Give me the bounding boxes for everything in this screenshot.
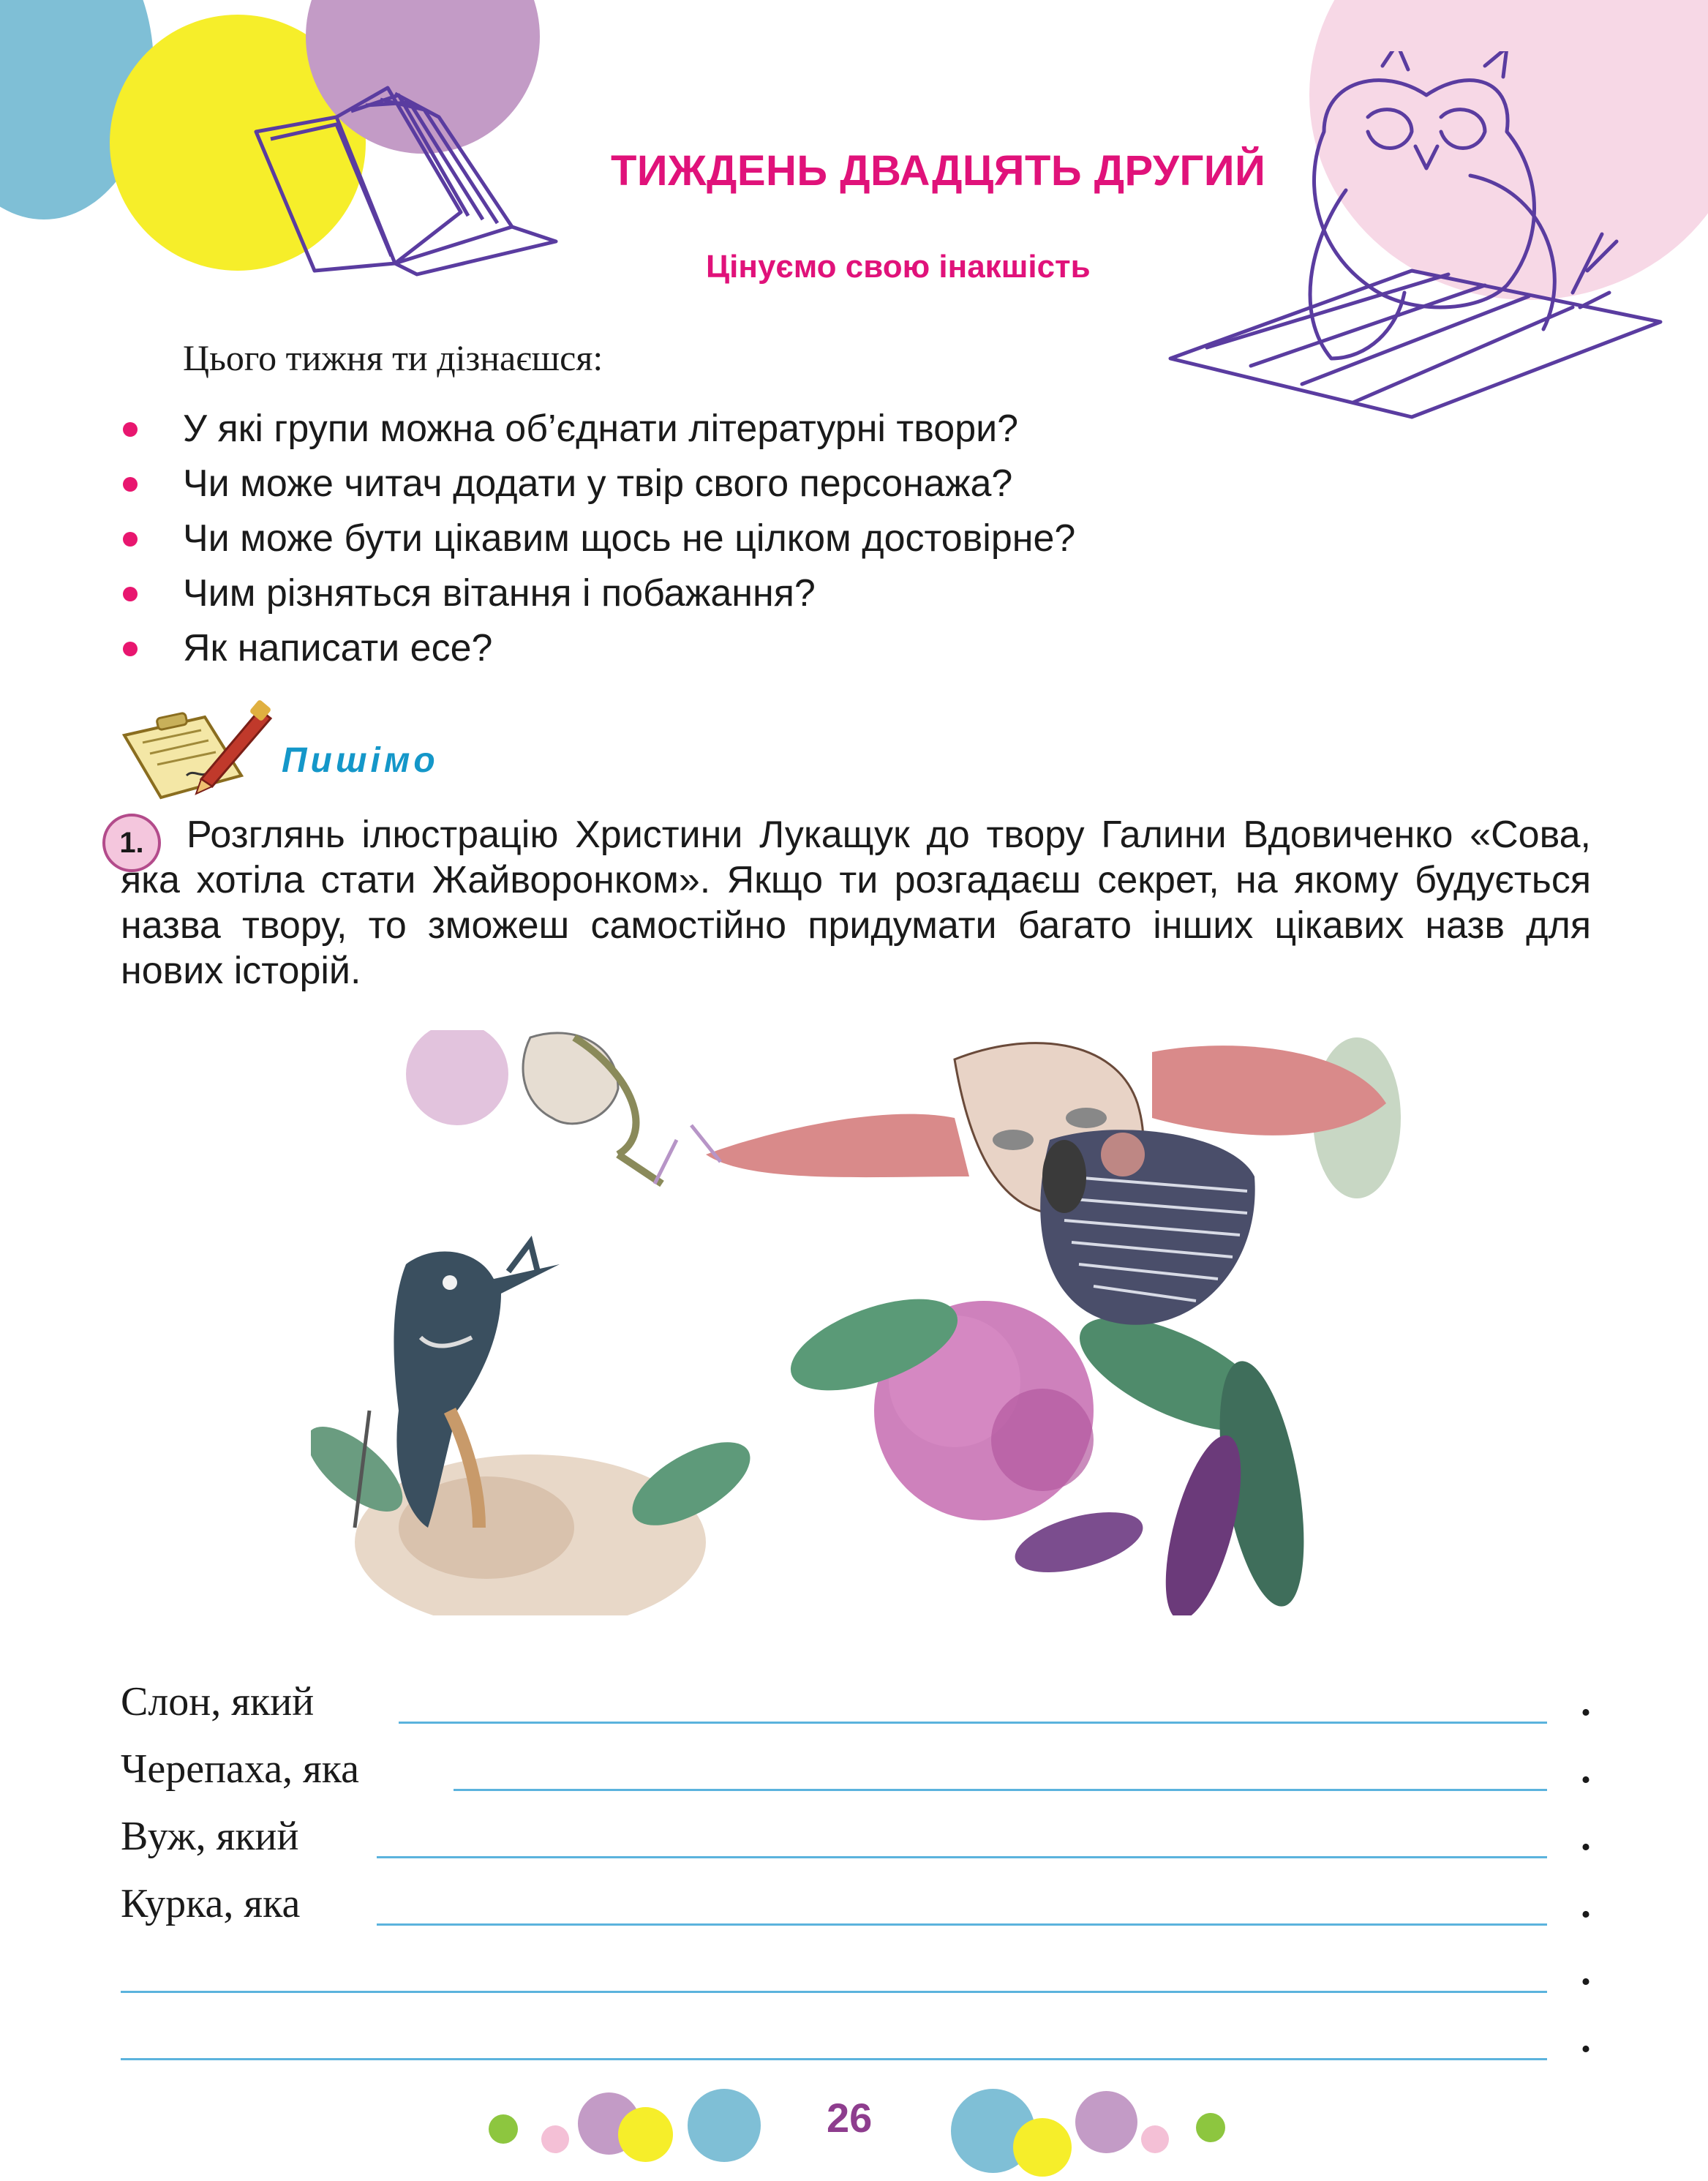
list-item: [117, 461, 1075, 516]
list-item: [117, 516, 1075, 571]
task-number-badge: 1.: [102, 814, 161, 872]
answer-line[interactable]: [399, 1722, 1547, 1724]
footer-dot-lilac-right: [1075, 2091, 1137, 2153]
bullet-dot-icon: [123, 642, 138, 656]
list-item-text: Чим різняться вітання і побажання?: [183, 572, 816, 615]
answer-line[interactable]: [377, 1856, 1547, 1858]
list-item: [117, 406, 1075, 461]
footer-dot-green: [489, 2114, 518, 2144]
fill-line-label: Слон, який: [121, 1678, 328, 1725]
list-item-text: Чи може читач додати у твір свого персонажа?: [183, 462, 1013, 505]
bullet-dot-icon: [123, 587, 138, 601]
fill-line-3: [121, 1810, 1591, 1869]
fill-line-6: [121, 2012, 1591, 2071]
list-item-text: Чи може бути цікавим щось не цілком достовірне?: [183, 517, 1076, 560]
fill-line-4: [121, 1877, 1591, 1936]
answer-line[interactable]: [377, 1923, 1547, 1926]
bullet-dot-icon: [123, 477, 138, 492]
fill-line-label: Вуж, який: [121, 1813, 313, 1860]
bullet-dot-icon: [123, 532, 138, 547]
clipboard-pen-icon: [117, 695, 278, 805]
page-number: 26: [827, 2095, 873, 2141]
list-item-text: У які групи можна об’єднати літературні твори?: [183, 408, 1019, 450]
footer-dot-pink-right: [1141, 2125, 1169, 2153]
fill-line-5: [121, 1945, 1591, 2003]
fill-line-end: .: [1581, 1746, 1591, 1792]
illustration-owl-and-bird: [311, 1030, 1401, 1615]
fill-line-end: .: [1581, 2016, 1591, 2061]
fill-line-label: Черепаха, яка: [121, 1746, 374, 1793]
footer-dot-yellow-right: [1013, 2118, 1072, 2177]
fill-line-end: .: [1581, 1948, 1591, 1994]
owl-doodle-icon: [1163, 51, 1675, 432]
learning-points-list: [117, 406, 1075, 680]
fill-line-end: .: [1581, 1881, 1591, 1926]
fill-line-1: [121, 1675, 1591, 1734]
fill-line-label: Курка, яка: [121, 1880, 315, 1927]
list-item: [117, 571, 1075, 626]
fill-line-end: .: [1581, 1814, 1591, 1859]
list-item: [117, 626, 1075, 680]
list-item-text: Як написати есе?: [183, 627, 493, 669]
answer-line[interactable]: [121, 1991, 1547, 1993]
answer-line[interactable]: [121, 2058, 1547, 2060]
footer-dot-yellow: [618, 2107, 673, 2162]
book-icon: [241, 73, 578, 278]
week-subtitle: Цінуємо свою інакшість: [706, 249, 1091, 285]
task-text: Розглянь ілюстрацію Христини Лукащук до твору Галини Вдовиченко «Сова, яка хотіла стати Жайворонком». Якщо ти розгадаєш секрет, на якому будується назва твору, то зможеш самостійно придумати багато інших цікавих назв для нових історій.: [121, 814, 1591, 992]
fill-line-2: [121, 1743, 1591, 1801]
section-heading: Пишімо: [282, 741, 439, 780]
intro-text: Цього тижня ти дізнаєшся:: [183, 337, 603, 378]
fill-line-end: .: [1581, 1679, 1591, 1724]
footer-dot-blue: [688, 2089, 761, 2162]
week-title: ТИЖДЕНЬ ДВАДЦЯТЬ ДРУГИЙ: [611, 147, 1266, 195]
bullet-dot-icon: [123, 422, 138, 437]
footer-dot-pink: [541, 2125, 569, 2153]
answer-line[interactable]: [454, 1789, 1547, 1791]
footer-dot-green-right: [1196, 2113, 1225, 2142]
